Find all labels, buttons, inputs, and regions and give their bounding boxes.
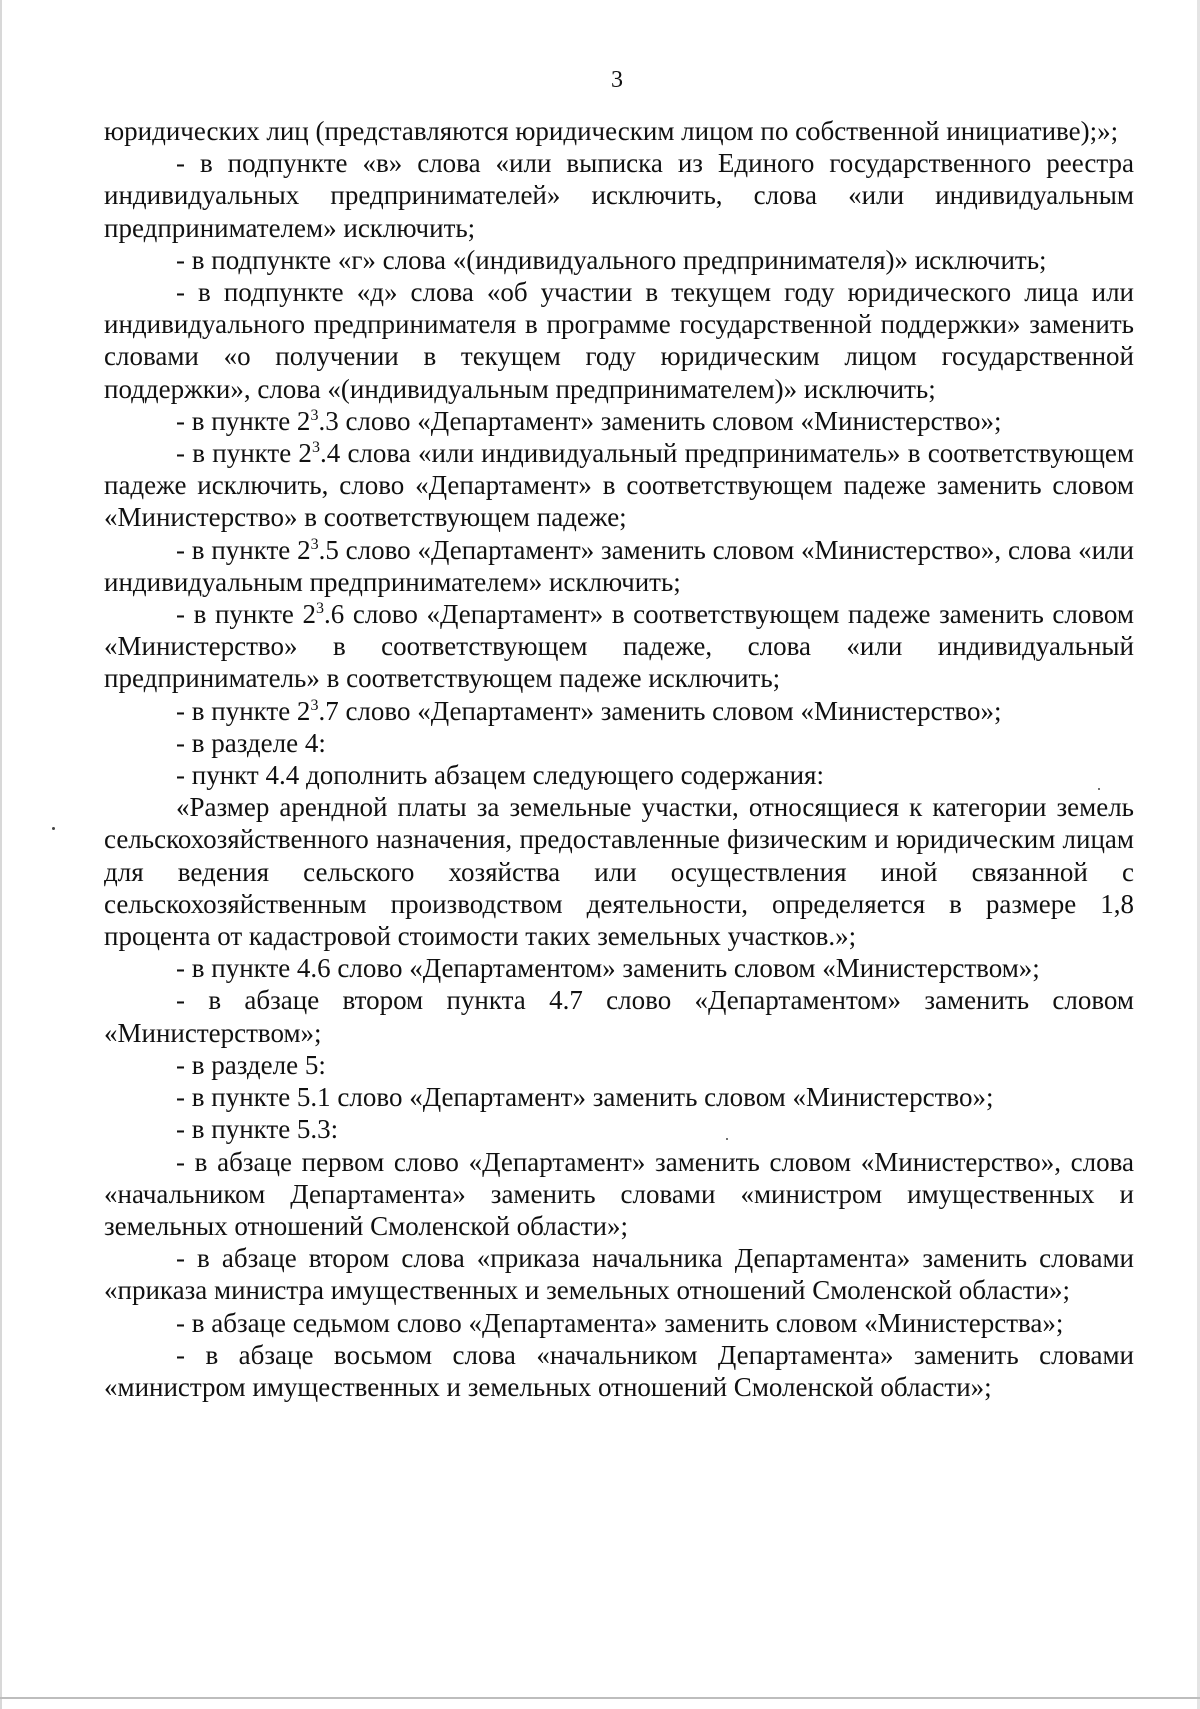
paragraph-text-post: .3 слово «Департамент» заменить словом «Министерство»; (318, 405, 1002, 436)
paragraph: - в пункте 5.3: (176, 1114, 339, 1145)
paragraph-text-post: .4 слова «или индивидуальный предприниматель» в соответствующем падеже исключить, слово «Департамент» в соответствующем падеже заменить словом «Министерство» в соответствующем падеже; (104, 438, 1134, 533)
document-body (104, 115, 1134, 1403)
paragraph (104, 437, 1134, 534)
paragraph: - в подпункте «в» слова «или выписка из Единого государственного реестра индивидуальных предпринимателей» исключить, слова «или индивидуальным предпринимателем» исключить; (104, 148, 1134, 243)
paragraph: - в абзаце втором слова «приказа начальника Департамента» заменить словами «приказа министра имущественных и земельных отношений Смоленской области»; (104, 1243, 1134, 1306)
paragraph (104, 695, 1134, 727)
paragraph-text-pre: - в пункте 2 (176, 405, 311, 436)
scan-bottom-line (0, 1697, 1200, 1699)
paragraph: - в пункте 4.6 слово «Департаментом» заменить словом «Министерством»; (176, 953, 1040, 984)
superscript: 3 (310, 696, 319, 714)
paragraph: - в абзаце первом слово «Департамент» заменить словом «Министерство», слова «начальником Департамента» заменить словами «министром имущественных и земельных отношений Смоленской области»; (104, 1146, 1134, 1241)
paragraph: - пункт 4.4 дополнить абзацем следующего содержания: (176, 760, 824, 791)
scan-speck (52, 827, 55, 830)
paragraph: - в абзаце втором пункта 4.7 слово «Департаментом» заменить словом «Министерством»; (104, 985, 1134, 1048)
paragraph-text-post: .6 слово «Департамент» в соответствующем падеже заменить словом «Министерство» в соответствующем падеже, слова «или индивидуальный предприниматель» в соответствующем падеже исключить; (104, 599, 1135, 694)
paragraph-text-post: .5 слово «Департамент» заменить словом «Министерство», слова «или индивидуальным предпринимателем» исключить; (104, 534, 1135, 597)
paragraph-text-pre: - в пункте 2 (176, 695, 311, 726)
paragraph: - в подпункте «г» слова «(индивидуального предпринимателя)» исключить; (176, 244, 1047, 275)
paragraph: - в пункте 5.1 слово «Департамент» заменить словом «Министерство»; (176, 1082, 994, 1113)
paragraph: - в абзаце седьмом слово «Департамента» заменить словом «Министерства»; (176, 1307, 1064, 1338)
page-number: 3 (611, 67, 623, 93)
paragraph: - в разделе 4: (176, 727, 326, 758)
paragraph: юридических лиц (представляются юридическим лицом по собственной инициативе);»; (104, 116, 1119, 146)
paragraph (104, 405, 1134, 437)
superscript: 3 (310, 535, 319, 553)
paragraph-text-pre: - в пункте 2 (176, 599, 316, 630)
paragraph-text-pre: - в пункте 2 (176, 438, 312, 469)
paragraph (104, 598, 1134, 695)
superscript: 3 (310, 406, 319, 424)
paragraph-text-pre: - в пункте 2 (176, 534, 311, 565)
paragraph: - в абзаце восьмом слова «начальником Департамента» заменить словами «министром имущественных и земельных отношений Смоленской области»; (104, 1339, 1134, 1402)
paragraph-text-post: .7 слово «Департамент» заменить словом «Министерство»; (318, 695, 1002, 726)
paragraph (104, 534, 1134, 598)
superscript: 3 (311, 439, 320, 457)
scan-left-edge (0, 0, 2, 1709)
superscript: 3 (316, 600, 324, 618)
paragraph: «Размер арендной платы за земельные участки, относящиеся к категории земель сельскохозяйственного назначения, предоставленные физическим и юридическим лицам для ведения сельского хозяйства или осуществления иной связанной с сельскохозяйственным производством деятельности, определяется в размере 1,8 процента от кадастровой стоимости таких земельных участков.»; (104, 792, 1134, 952)
paragraph: - в подпункте «д» слова «об участии в текущем году юридического лица или индивидуального предпринимателя в программе государственной поддержки» заменить словами «о получении в текущем году юридическим лицом государственной поддержки», слова «(индивидуальным предпринимателем)» исключить; (104, 277, 1134, 404)
paragraph: - в разделе 5: (176, 1049, 326, 1080)
